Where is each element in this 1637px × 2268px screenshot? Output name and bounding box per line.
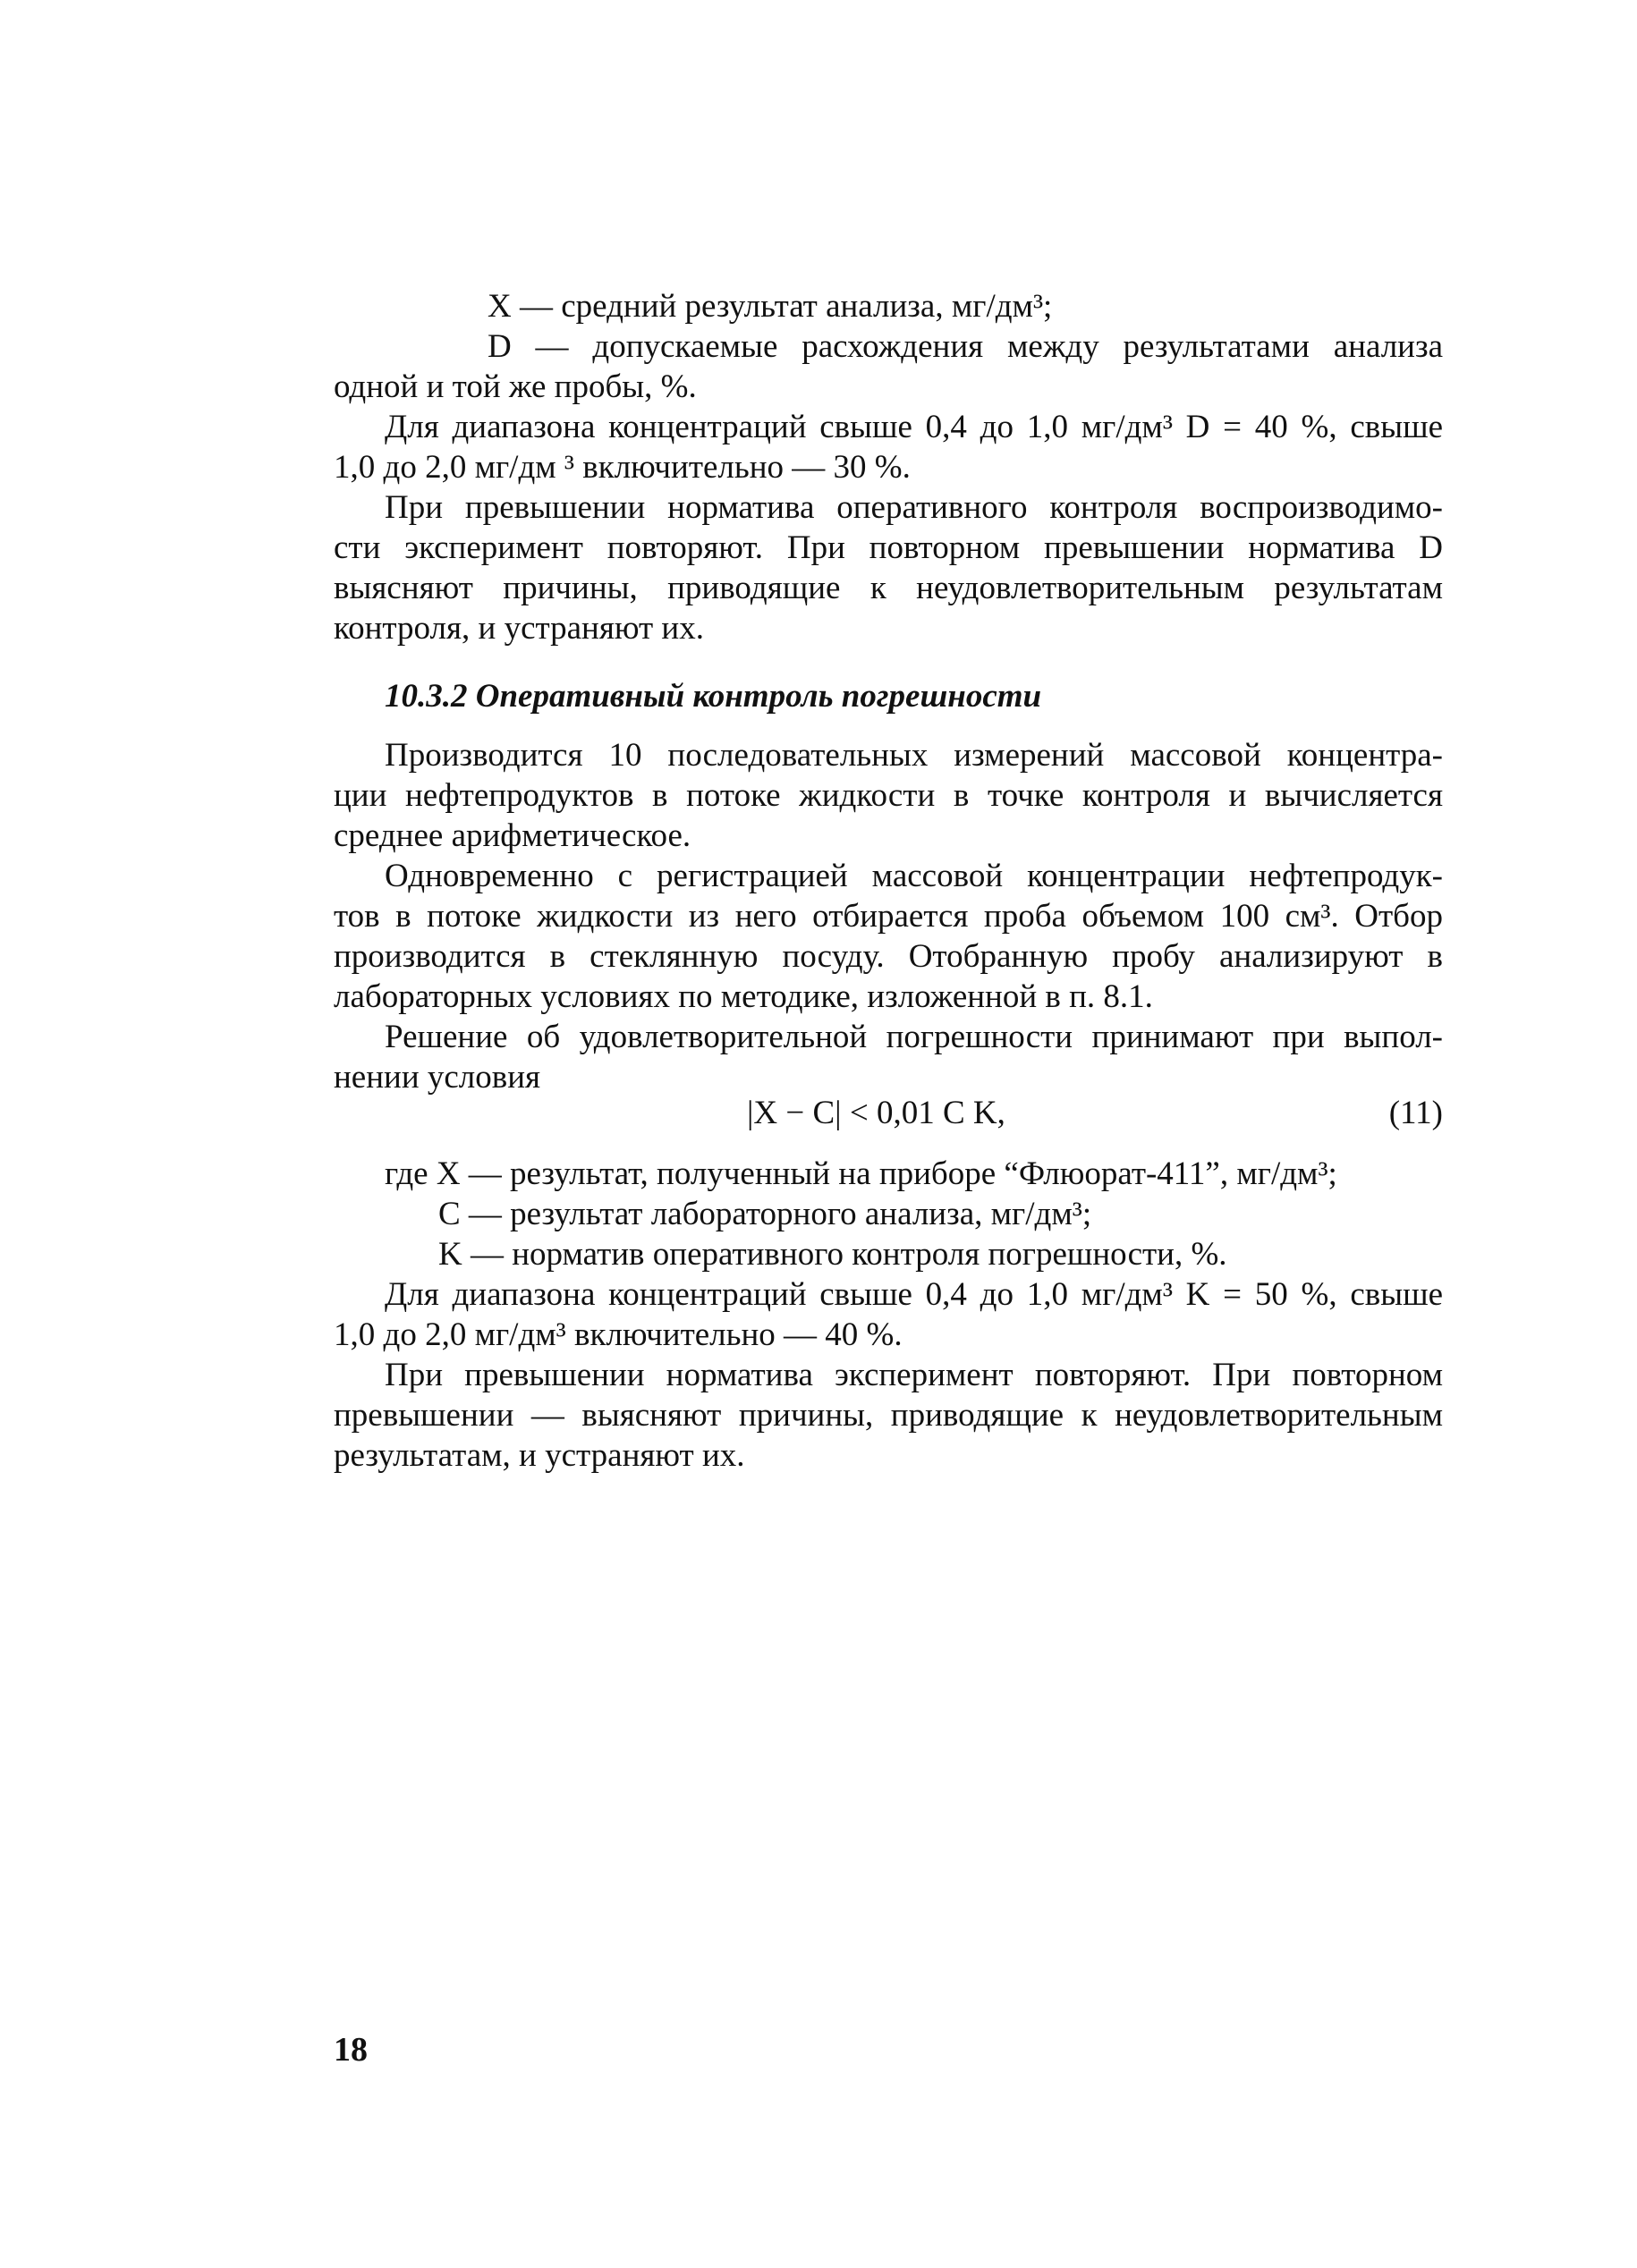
section-heading: 10.3.2 Оперативный контроль погрешности bbox=[385, 678, 1042, 715]
where-k-definition: K — норматив оперативного контроля погрешности, %. bbox=[438, 1236, 1227, 1273]
range-paragraph-line-1: Для диапазона концентраций свыше 0,4 до 1,0 мг/дм³ D = 40 %, свыше bbox=[385, 409, 1443, 445]
final-paragraph-line-1: При превышении норматива эксперимент повторяют. При повторном bbox=[385, 1357, 1443, 1393]
where-c-definition: C — результат лабораторного анализа, мг/дм³; bbox=[438, 1196, 1092, 1232]
sampling-paragraph-line-3: производится в стеклянную посуду. Отобранную пробу анализируют в bbox=[334, 938, 1443, 975]
final-paragraph-line-2: превышении — выясняют причины, приводящие к неудовлетворительным bbox=[334, 1397, 1443, 1434]
final-paragraph-line-3: результатам, и устраняют их. bbox=[334, 1437, 745, 1474]
where-x-definition: где X — результат, полученный на приборе “Флюорат-411”, мг/дм³; bbox=[385, 1155, 1337, 1192]
error-condition-formula: |X − C| < 0,01 C K, bbox=[747, 1095, 1005, 1131]
decision-paragraph-line-2: нении условия bbox=[334, 1059, 541, 1096]
excess-paragraph-line-2: сти эксперимент повторяют. При повторном превышении норматива D bbox=[334, 529, 1443, 566]
formula-number: (11) bbox=[1388, 1095, 1443, 1131]
sampling-paragraph-line-2: тов в потоке жидкости из него отбирается проба объемом 100 см³. Отбор bbox=[334, 898, 1443, 935]
sampling-paragraph-line-1: Одновременно с регистрацией массовой концентрации нефтепродук- bbox=[385, 858, 1443, 894]
page-number: 18 bbox=[334, 2031, 368, 2069]
excess-paragraph-line-4: контроля, и устраняют их. bbox=[334, 610, 704, 647]
decision-paragraph-line-1: Решение об удовлетворительной погрешности принимают при выпол- bbox=[385, 1019, 1443, 1055]
d-definition-line-2: одной и той же пробы, %. bbox=[334, 368, 697, 405]
measurement-paragraph-line-3: среднее арифметическое. bbox=[334, 817, 691, 854]
range-paragraph-line-2: 1,0 до 2,0 мг/дм ³ включительно — 30 %. bbox=[334, 449, 911, 486]
k-range-paragraph-line-1: Для диапазона концентраций свыше 0,4 до 1,0 мг/дм³ K = 50 %, свыше bbox=[385, 1276, 1443, 1313]
measurement-paragraph-line-1: Производится 10 последовательных измерений массовой концентра- bbox=[385, 737, 1443, 774]
measurement-paragraph-line-2: ции нефтепродуктов в потоке жидкости в точке контроля и вычисляется bbox=[334, 777, 1443, 814]
d-definition-line-1: D — допускаемые расхождения между результатами анализа bbox=[488, 328, 1443, 365]
excess-paragraph-line-3: выясняют причины, приводящие к неудовлетворительным результатам bbox=[334, 570, 1443, 606]
k-range-paragraph-line-2: 1,0 до 2,0 мг/дм³ включительно — 40 %. bbox=[334, 1316, 903, 1353]
excess-paragraph-line-1: При превышении норматива оперативного контроля воспроизводимо- bbox=[385, 489, 1443, 526]
x-definition: X — средний результат анализа, мг/дм³; bbox=[488, 288, 1053, 325]
sampling-paragraph-line-4: лабораторных условиях по методике, изложенной в п. 8.1. bbox=[334, 978, 1153, 1015]
